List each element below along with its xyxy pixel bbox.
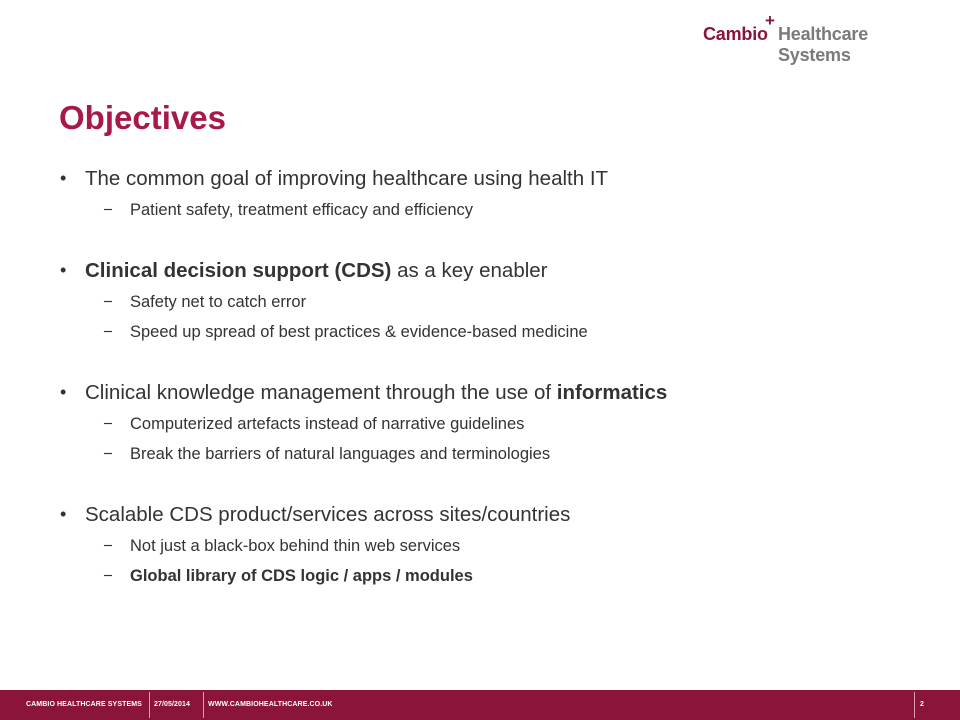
bullet-text: The common goal of improving healthcare using health IT [85,167,609,190]
sub-bullet-item [60,439,920,469]
bullet-icon: • [60,168,67,188]
bullet-item [60,376,920,409]
logo-sub-text: Healthcare Systems [778,24,869,65]
sub-bullet-text: Speed up spread of best practices & evidence-based medicine [130,323,588,341]
footer-divider [203,692,204,718]
sub-bullet-text: Not just a black-box behind thin web services [130,537,461,555]
sub-bullet-item [60,561,920,591]
sub-bullet-bold-text: Global library of CDS logic / apps / modules [130,567,473,585]
dash-icon: − [103,537,113,555]
bullet-item [60,162,920,195]
bullet-bold-text: informatics [556,381,668,404]
footer-date: 27/05/2014 [154,701,191,708]
sub-bullet-item [60,409,920,439]
cambio-logo [703,11,943,65]
sub-bullet-text: Patient safety, treatment efficacy and efficiency [130,201,474,219]
footer-company: CAMBIO HEALTHCARE SYSTEMS [26,701,142,708]
bullet-icon: • [60,260,67,280]
footer-url[interactable]: WWW.CAMBIOHEALTHCARE.CO.UK [208,701,333,708]
bullet-item [60,254,920,287]
logo-brand-text: Cambio [703,24,768,44]
bullet-icon: • [60,382,67,402]
bullet-icon: • [60,504,67,524]
logo-plus-icon: + [765,11,775,30]
sub-bullet-item [60,317,920,347]
dash-icon: − [103,323,113,341]
bullet-text: Clinical knowledge management through the use of [85,381,557,404]
bullet-text: Scalable CDS product/services across sites/countries [85,503,571,526]
footer-bar [0,690,960,720]
sub-bullet-item [60,195,920,225]
slide-title: Objectives [59,99,226,136]
sub-bullet-text: Break the barriers of natural languages and terminologies [130,445,551,463]
dash-icon: − [103,415,113,433]
bullet-list [60,162,920,591]
dash-icon: − [103,445,113,463]
bullet-bold-text: Clinical decision support (CDS) [85,259,392,282]
sub-bullet-text: Computerized artefacts instead of narrative guidelines [130,415,525,433]
footer-page-number: 2 [920,701,924,708]
dash-icon: − [103,201,113,219]
sub-bullet-item [60,531,920,561]
sub-bullet-text: Safety net to catch error [130,293,307,311]
sub-bullet-item [60,287,920,317]
bullet-item [60,498,920,531]
dash-icon: − [103,293,113,311]
footer-divider [149,692,150,718]
dash-icon: − [103,567,113,585]
bullet-text: as a key enabler [391,259,548,282]
footer-divider [914,692,915,718]
